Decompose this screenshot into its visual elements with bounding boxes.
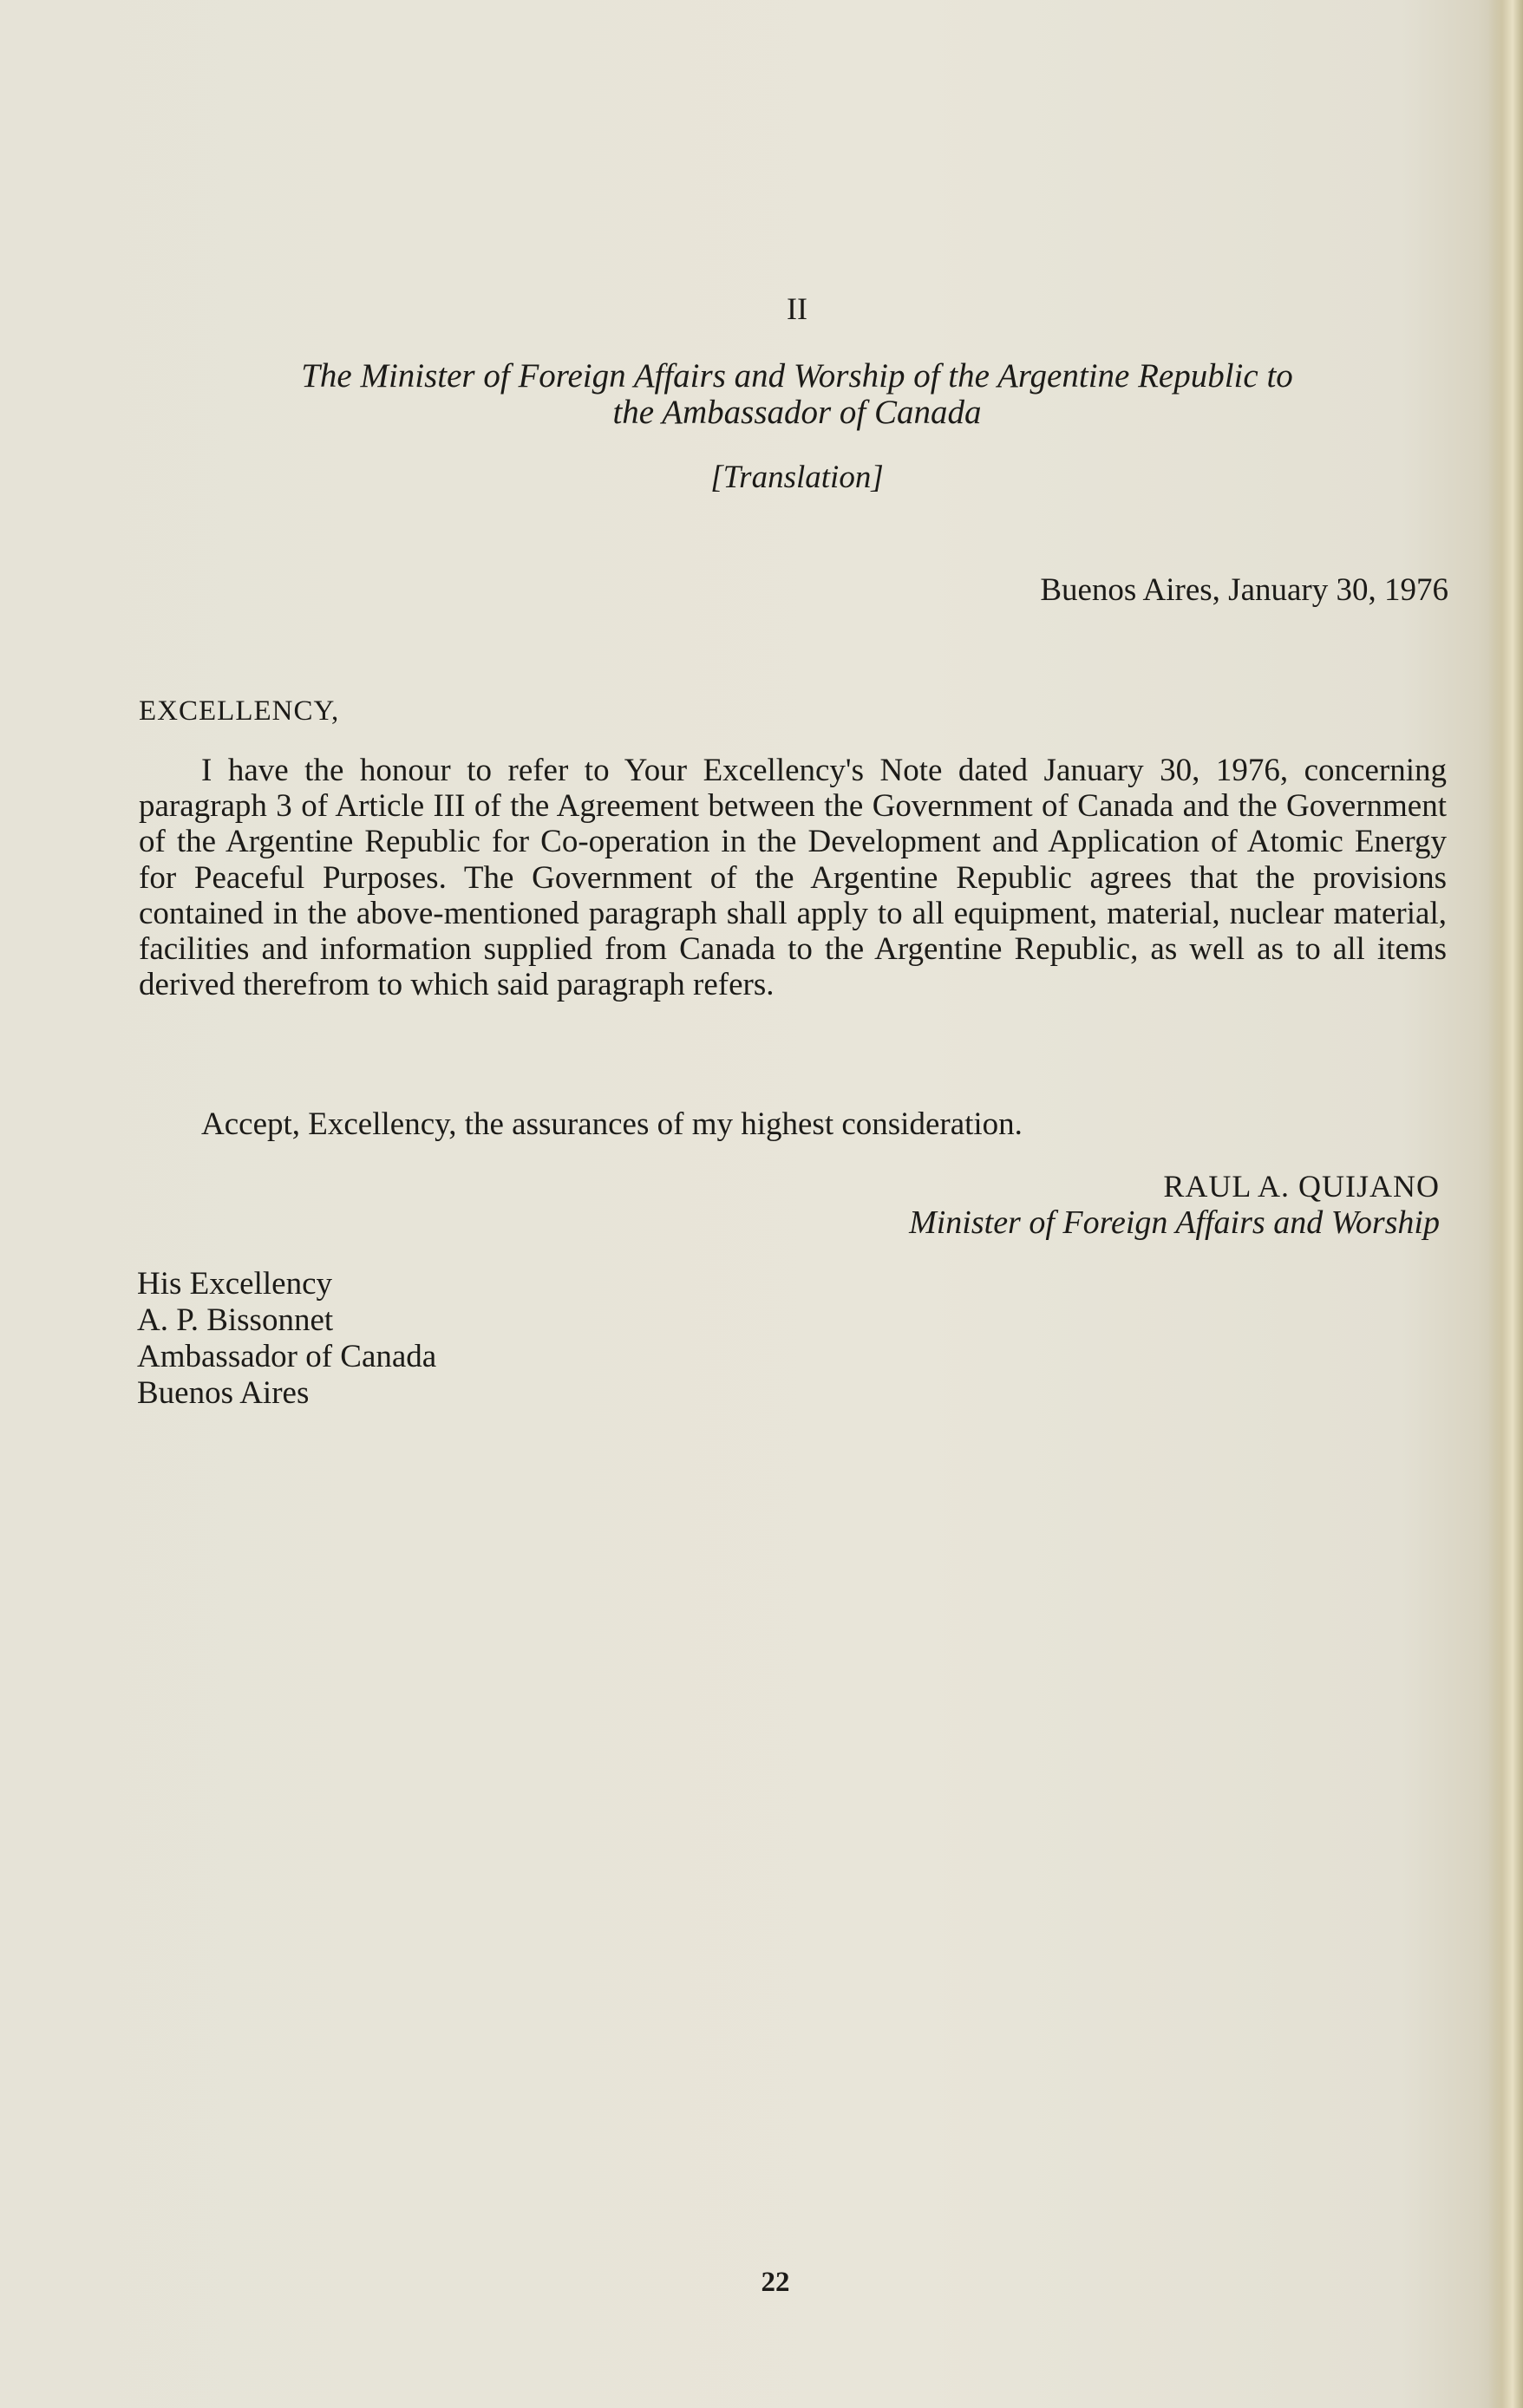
salutation: EXCELLENCY, bbox=[139, 695, 340, 727]
addressee-line-3: Ambassador of Canada bbox=[137, 1339, 437, 1374]
heading-line-1: The Minister of Foreign Affairs and Worship of the Argentine Republic to bbox=[301, 357, 1293, 395]
signatory-name: RAUL A. QUIJANO bbox=[1163, 1169, 1440, 1204]
section-number: II bbox=[787, 291, 807, 326]
heading-line-2: the Ambassador of Canada bbox=[612, 394, 982, 431]
signatory-title: Minister of Foreign Affairs and Worship bbox=[909, 1204, 1440, 1241]
closing-line: Accept, Excellency, the assurances of my highest consideration. bbox=[201, 1106, 1023, 1142]
addressee-line-1: His Excellency bbox=[137, 1266, 332, 1302]
letter-date: Buenos Aires, January 30, 1976 bbox=[1040, 572, 1448, 608]
translation-note: [Translation] bbox=[710, 460, 884, 495]
letter-body: I have the honour to refer to Your Excellency's Note dated January 30, 1976, concerning paragraph 3 of Article III of the Agreement between the Government of Canada and the Government of the Argentine Republic for Co-operation in the Development and Application of Atomic Energy for Peaceful Purposes. The Government of the Argentine Republic agrees that the provisions contained in the above-mentioned paragraph shall apply to all equipment, material, nuclear material, facilities and information supplied from Canada to the Argentine Republic, as well as to all items derived therefrom to which said paragraph refers. bbox=[139, 753, 1447, 1003]
page-number: 22 bbox=[761, 2267, 790, 2298]
addressee-line-2: A. P. Bissonnet bbox=[137, 1302, 334, 1338]
addressee-line-4: Buenos Aires bbox=[137, 1375, 310, 1411]
